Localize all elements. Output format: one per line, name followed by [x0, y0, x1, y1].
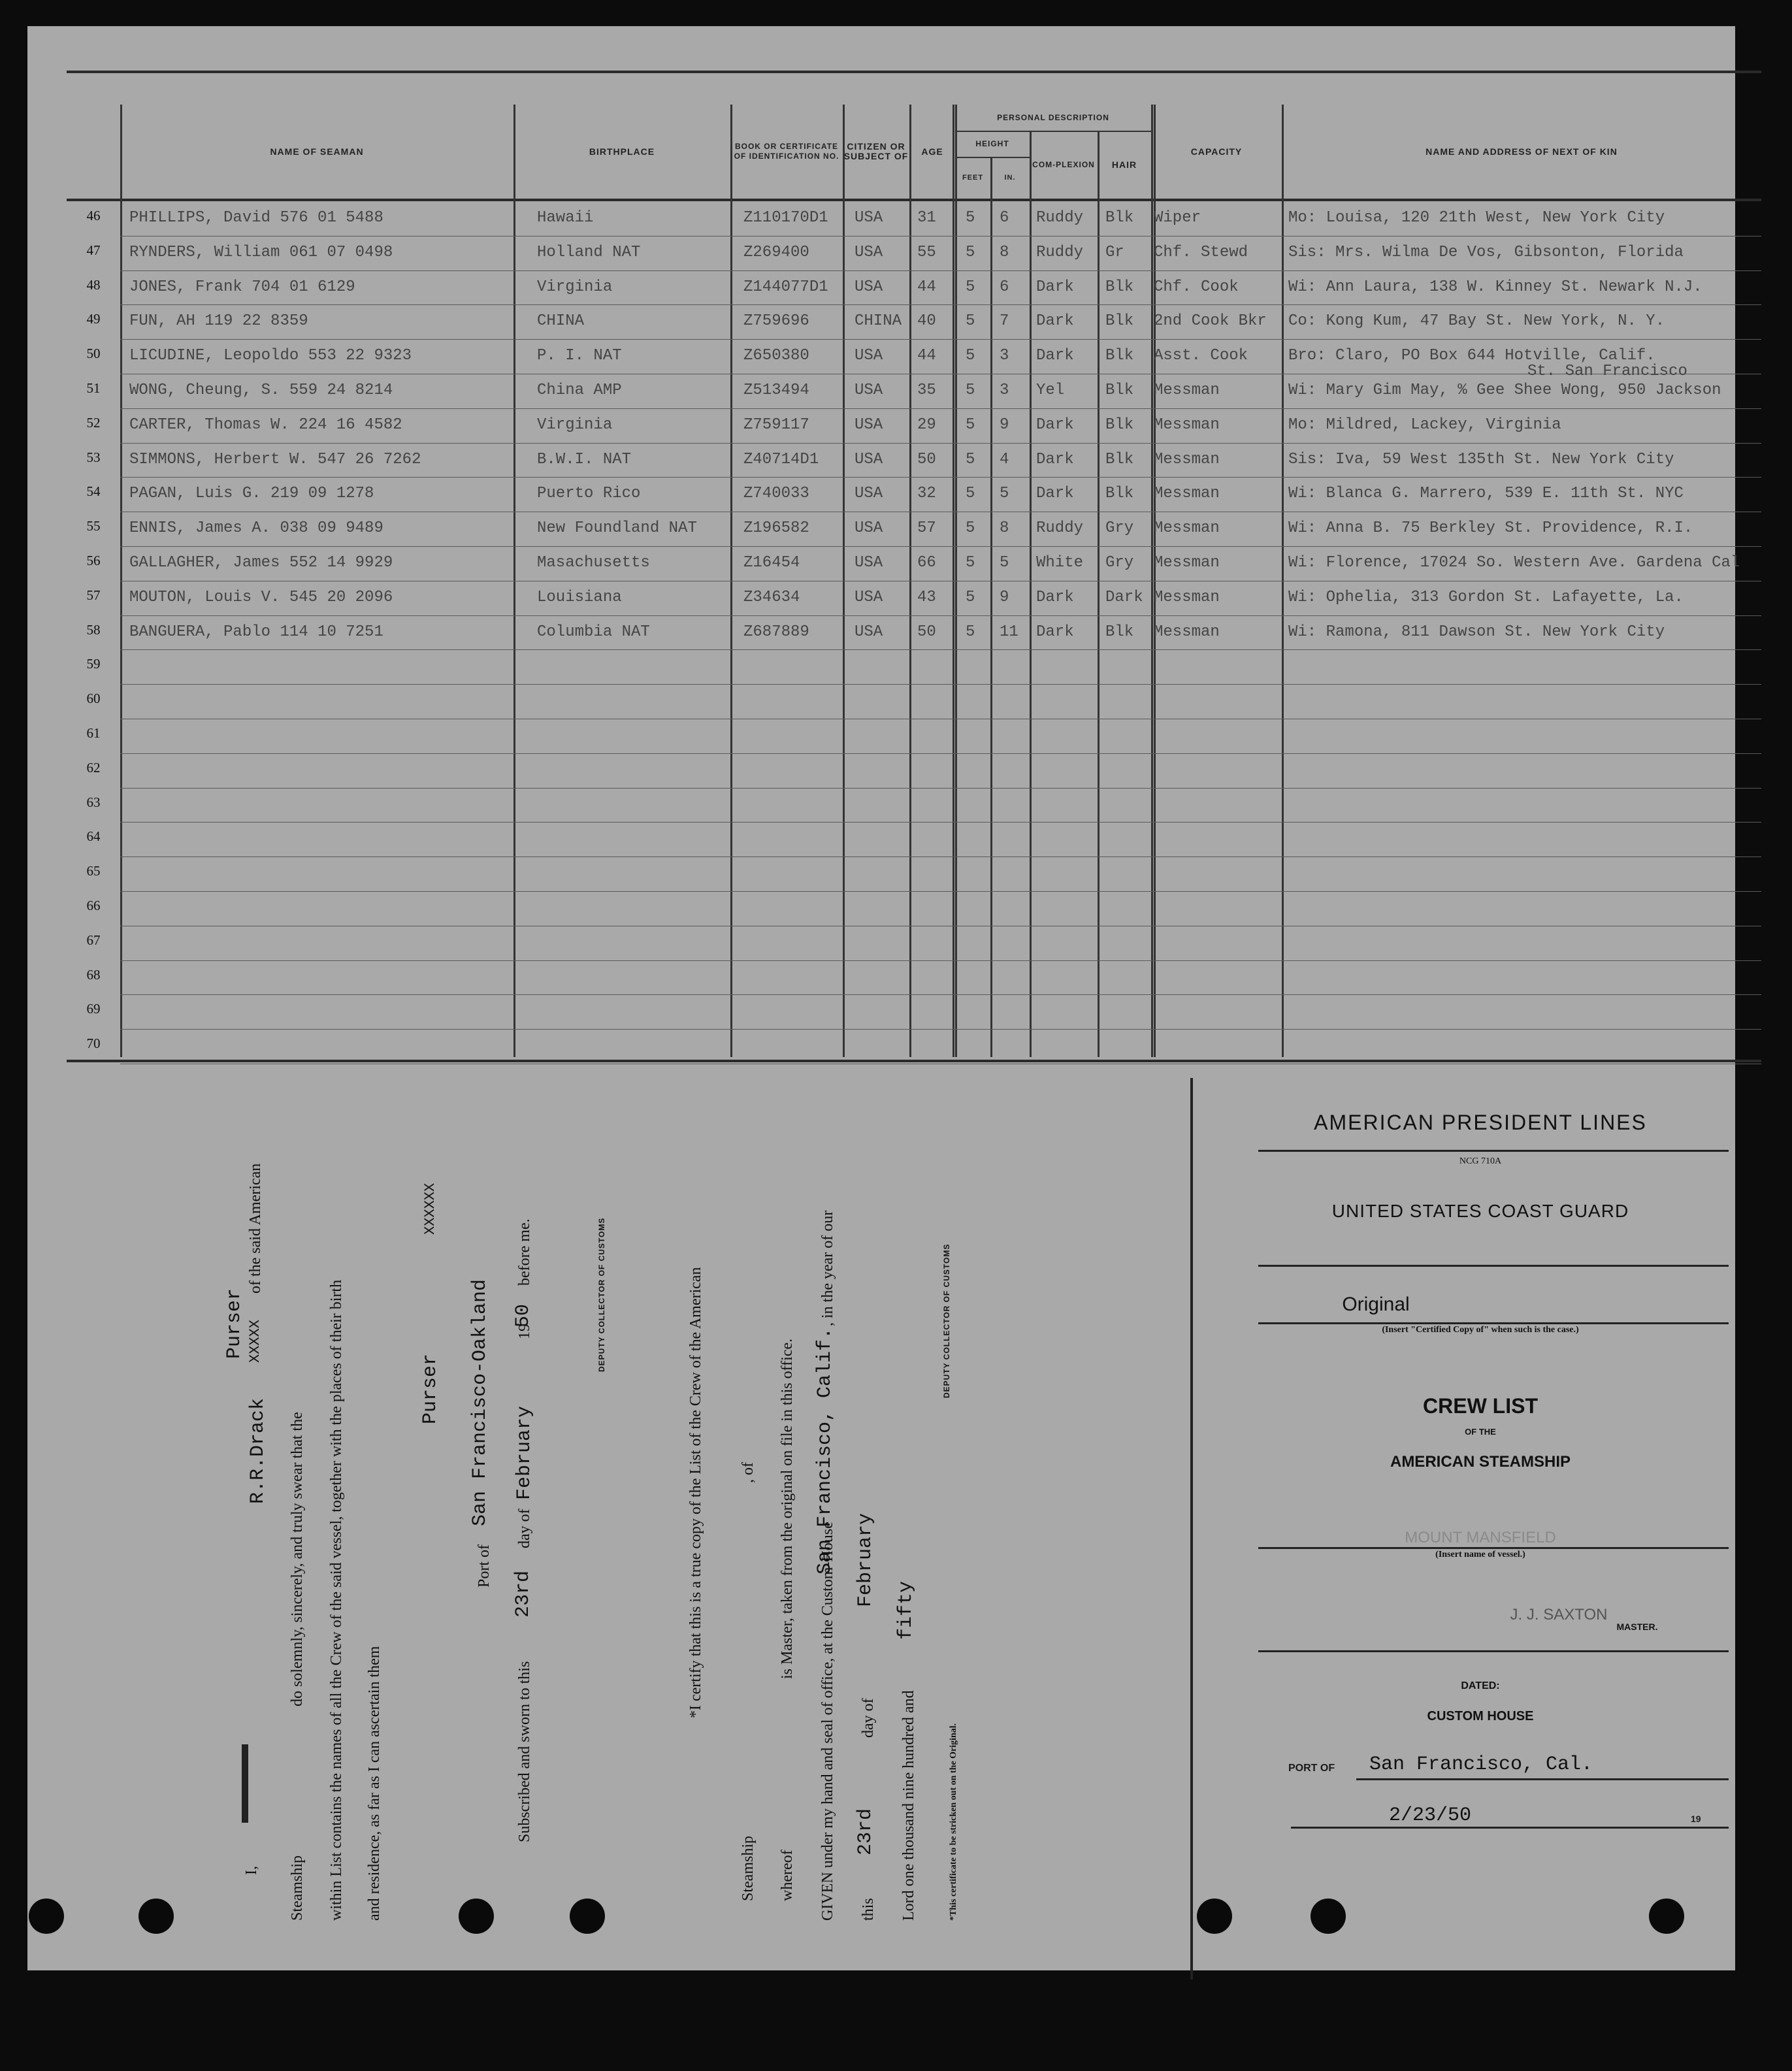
header-book: BOOK OR CERTIFICATE OF IDENTIFICATION NO.: [734, 142, 839, 161]
cert-footnote: *This certificate to be stricken out on the Original.: [949, 1723, 958, 1921]
cert-month: February: [855, 1512, 877, 1607]
oath-signature-struck: XXXXXX: [422, 1182, 438, 1235]
cell-citizen: USA: [855, 382, 883, 399]
row-rule: [120, 788, 1761, 789]
cell-book: Z40714D1: [743, 450, 819, 468]
cert-day: 23rd: [855, 1808, 877, 1855]
cell-age: 50: [917, 450, 936, 468]
cover-vessel-note: (Insert name of vessel.): [1435, 1550, 1525, 1559]
row-number: 53: [86, 449, 101, 465]
row-rule: [120, 684, 1761, 685]
divider: [1258, 1265, 1729, 1267]
divider: [1258, 1547, 1729, 1549]
cell-name: SIMMONS, Herbert W. 547 26 7262: [129, 450, 421, 468]
cover-custom-house: CUSTOM HOUSE: [1427, 1709, 1534, 1723]
crew-table: [67, 71, 1761, 1062]
cell-birthplace: B.W.I. NAT: [537, 450, 632, 468]
oath-title-struck: XXXXX: [247, 1319, 263, 1363]
cert-day-of: day of: [860, 1698, 877, 1738]
cell-citizen: CHINA: [855, 312, 902, 331]
header-capacity: CAPACITY: [1190, 146, 1243, 157]
cell-name: ENNIS, James A. 038 09 9489: [129, 519, 383, 538]
cell-complexion: Dark: [1036, 278, 1074, 296]
cell-inches: 8: [1000, 519, 1009, 538]
row-number: 57: [86, 587, 101, 603]
cover-date: 2/23/50: [1389, 1804, 1472, 1827]
divider: [1291, 1827, 1729, 1829]
row-number: 68: [86, 966, 101, 983]
cover-copy-note: (Insert "Certified Copy of" when such is the case.): [1382, 1325, 1579, 1335]
cell-kin: Sis: Iva, 59 West 135th St. New York City: [1288, 450, 1674, 468]
oath-port: San Francisco-Oakland: [469, 1279, 491, 1526]
cell-complexion: Yel: [1036, 382, 1065, 399]
cell-capacity: Messman: [1154, 382, 1220, 399]
cell-book: Z650380: [743, 347, 809, 365]
cell-feet: 5: [966, 416, 975, 434]
oath-subscribed: Subscribed and sworn to this: [516, 1661, 533, 1842]
cell-hair: Gr: [1105, 243, 1124, 261]
cell-birthplace: China AMP: [537, 382, 622, 399]
cell-kin: Wi: Anna B. 75 Berkley St. Providence, R.I.: [1288, 519, 1693, 538]
cert-of: , of: [740, 1462, 757, 1483]
row-number: 54: [86, 483, 101, 500]
header-in: IN.: [1004, 173, 1016, 182]
table-header: [67, 105, 1761, 201]
cell-age: 40: [917, 312, 936, 331]
cell-citizen: USA: [855, 623, 883, 641]
cell-inches: 6: [1000, 278, 1009, 296]
oath-title: Purser: [223, 1288, 246, 1359]
header-citizen: CITIZEN OR SUBJECT OF: [843, 141, 909, 161]
cell-book: Z16454: [743, 554, 800, 572]
cert-steamship: Steamship: [740, 1836, 757, 1901]
cell-name: GALLAGHER, James 552 14 9929: [129, 554, 393, 572]
cell-kin: Wi: Mary Gim May, % Gee Shee Wong, 950 Jackson: [1288, 382, 1721, 399]
row-number: 63: [86, 794, 101, 810]
row-number: 51: [86, 380, 101, 396]
cell-hair: Blk: [1105, 485, 1134, 503]
row-number: 56: [86, 553, 101, 568]
cell-kin: Mo: Louisa, 120 21th West, New York City: [1288, 209, 1665, 227]
cell-book: Z759117: [743, 416, 809, 434]
cell-complexion: Ruddy: [1036, 209, 1084, 227]
cell-capacity: Chf. Stewd: [1154, 243, 1248, 261]
cell-name: CARTER, Thomas W. 224 16 4582: [129, 416, 402, 434]
cell-age: 44: [917, 347, 936, 365]
cover-copy-type: Original: [1342, 1294, 1410, 1315]
row-number: 49: [86, 311, 101, 327]
oath-before-me: before me.: [516, 1218, 533, 1286]
cell-capacity: Chf. Cook: [1154, 278, 1239, 296]
cover-port: San Francisco, Cal.: [1369, 1753, 1593, 1776]
cell-capacity: Messman: [1154, 416, 1220, 434]
cell-feet: 5: [966, 347, 975, 365]
cert-line1: *I certify that this is a true copy of the List of the Crew of the American: [687, 1267, 704, 1718]
oath-month: February: [513, 1405, 536, 1500]
row-rule: [120, 546, 1761, 547]
cell-feet: 5: [966, 623, 975, 641]
cell-feet: 5: [966, 312, 975, 331]
cell-birthplace: New Foundland NAT: [537, 519, 697, 538]
cell-inches: 9: [1000, 588, 1009, 606]
cell-kin: Bro: Claro, PO Box 644 Hotville, Calif.: [1288, 347, 1655, 365]
cert-this: this: [860, 1898, 877, 1921]
header-complexion: COM-PLEXION: [1032, 159, 1095, 169]
cell-birthplace: Hawaii: [537, 209, 594, 227]
cell-book: Z269400: [743, 243, 809, 261]
cell-complexion: White: [1036, 554, 1084, 572]
cell-citizen: USA: [855, 554, 883, 572]
cell-hair: Blk: [1105, 382, 1134, 399]
header-age: AGE: [921, 146, 943, 157]
cell-name: JONES, Frank 704 01 6129: [129, 278, 355, 296]
row-rule: [120, 822, 1761, 823]
cover-master-label: MASTER.: [1616, 1622, 1658, 1632]
oath-deputy: DEPUTY COLLECTOR OF CUSTOMS: [597, 1217, 606, 1372]
row-number: 64: [86, 828, 101, 845]
divider: [1258, 1650, 1729, 1652]
cell-inches: 5: [1000, 554, 1009, 572]
cert-custom-house: San Francisco, Calif.: [814, 1327, 836, 1574]
cell-citizen: USA: [855, 347, 883, 365]
col-rule: [990, 157, 992, 1057]
cell-inches: 11: [1000, 623, 1018, 641]
oath-line2: within List contains the names of all the Crew of the said vessel, together with the places of their birth: [328, 1279, 345, 1921]
cell-inches: 7: [1000, 312, 1009, 331]
cell-kin: Wi: Ann Laura, 138 W. Kinney St. Newark N.J.: [1288, 278, 1702, 296]
row-rule: [120, 304, 1761, 305]
cover-agency: UNITED STATES COAST GUARD: [1331, 1201, 1629, 1221]
oath-line1: do solemnly, sincerely, and truly swear that the: [289, 1412, 306, 1706]
cell-hair: Blk: [1105, 450, 1134, 468]
cell-birthplace: Columbia NAT: [537, 623, 650, 641]
row-rule: [120, 856, 1761, 857]
row-rule: [120, 1029, 1761, 1030]
row-number: 59: [86, 656, 101, 672]
divider: [1258, 1150, 1729, 1152]
cell-feet: 5: [966, 450, 975, 468]
cell-hair: Blk: [1105, 209, 1134, 227]
punch-hole: [1197, 1899, 1232, 1934]
cell-age: 35: [917, 382, 936, 399]
cell-age: 50: [917, 623, 936, 641]
cell-inches: 8: [1000, 243, 1009, 261]
punch-hole: [1311, 1899, 1346, 1934]
cell-citizen: USA: [855, 588, 883, 606]
cell-book: Z740033: [743, 485, 809, 503]
row-number: 60: [86, 691, 101, 707]
header-hair: HAIR: [1111, 159, 1137, 170]
cell-kin: Sis: Mrs. Wilma De Vos, Gibsonton, Florida: [1288, 243, 1684, 261]
cell-book: Z110170D1: [743, 209, 828, 227]
oath-day-of: day of: [516, 1508, 533, 1548]
cell-age: 44: [917, 278, 936, 296]
cell-capacity: 2nd Cook Bkr: [1154, 312, 1267, 331]
punch-hole: [29, 1899, 64, 1934]
cell-complexion: Dark: [1036, 347, 1074, 365]
oath-line3: and residence, as far as I can ascertain them: [366, 1646, 383, 1921]
cell-citizen: USA: [855, 416, 883, 434]
punch-hole: [1649, 1899, 1684, 1934]
cell-hair: Blk: [1105, 347, 1134, 365]
oath-day: 23rd: [512, 1570, 534, 1618]
cell-capacity: Asst. Cook: [1154, 347, 1248, 365]
cell-complexion: Dark: [1036, 416, 1074, 434]
header-name: NAME OF SEAMAN: [270, 146, 364, 157]
cell-birthplace: Puerto Rico: [537, 485, 641, 503]
cell-kin: Wi: Ramona, 811 Dawson St. New York City: [1288, 623, 1665, 641]
cover-master-name: J. J. SAXTON: [1510, 1606, 1608, 1623]
cell-book: Z196582: [743, 519, 809, 538]
cell-inches: 4: [1000, 450, 1009, 468]
punch-hole: [138, 1899, 174, 1934]
cell-birthplace: Masachusetts: [537, 554, 650, 572]
cell-hair: Blk: [1105, 278, 1134, 296]
cell-complexion: Dark: [1036, 623, 1074, 641]
cell-hair: Blk: [1105, 416, 1134, 434]
cell-capacity: Messman: [1154, 554, 1220, 572]
cell-feet: 5: [966, 554, 975, 572]
cell-inches: 9: [1000, 416, 1009, 434]
row-rule: [120, 339, 1761, 340]
header-personal: PERSONAL DESCRIPTION: [955, 105, 1151, 132]
cell-complexion: Dark: [1036, 588, 1074, 606]
cell-hair: Blk: [1105, 623, 1134, 641]
row-rule: [120, 891, 1761, 892]
cover-subtitle: AMERICAN STEAMSHIP: [1390, 1453, 1571, 1471]
header-height: HEIGHT: [955, 131, 1030, 158]
row-number: 52: [86, 414, 101, 431]
cell-birthplace: Holland NAT: [537, 243, 641, 261]
redaction-mark: [242, 1744, 248, 1823]
row-number: 67: [86, 932, 101, 948]
cell-book: Z34634: [743, 588, 800, 606]
row-number: 47: [86, 242, 101, 258]
cell-hair: Gry: [1105, 554, 1134, 572]
cell-name: RYNDERS, William 061 07 0498: [129, 243, 393, 261]
cover-vessel: MOUNT MANSFIELD: [1405, 1529, 1556, 1546]
cell-inches: 5: [1000, 485, 1009, 503]
row-number: 61: [86, 725, 101, 741]
cell-name: BANGUERA, Pablo 114 10 7251: [129, 623, 383, 641]
cell-kin: Co: Kong Kum, 47 Bay St. New York, N. Y.: [1288, 312, 1665, 331]
cell-citizen: USA: [855, 485, 883, 503]
row-number: 50: [86, 346, 101, 362]
oath-steamship: Steamship: [289, 1855, 306, 1921]
divider: [1356, 1778, 1729, 1780]
row-rule: [120, 443, 1761, 444]
row-rule: [120, 270, 1761, 271]
cell-citizen: USA: [855, 209, 883, 227]
cover-title: CREW LIST: [1423, 1394, 1538, 1418]
cell-hair: Dark: [1105, 588, 1143, 606]
cell-name: PAGAN, Luis G. 219 09 1278: [129, 485, 374, 503]
cell-kin-continuation: St. San Francisco: [1527, 363, 1687, 381]
cover-year-prefix: 19: [1691, 1814, 1701, 1824]
row-rule: [120, 960, 1761, 961]
cert-given: GIVEN under my hand and seal of office, at the Custom-House: [819, 1522, 836, 1921]
cover-port-label: PORT OF: [1288, 1763, 1335, 1774]
cell-book: Z513494: [743, 382, 809, 399]
cell-book: Z687889: [743, 623, 809, 641]
cell-kin: Wi: Blanca G. Marrero, 539 E. 11th St. NYC: [1288, 485, 1684, 503]
cert-year-words: fifty: [895, 1580, 917, 1640]
oath-port-label: Port of: [476, 1544, 493, 1588]
cell-age: 55: [917, 243, 936, 261]
row-rule: [120, 753, 1761, 754]
cell-name: LICUDINE, Leopoldo 553 22 9323: [129, 347, 412, 365]
cover-of-the: OF THE: [1465, 1427, 1496, 1437]
cover-form: NCG 710A: [1459, 1156, 1502, 1166]
cell-age: 32: [917, 485, 936, 503]
cell-birthplace: CHINA: [537, 312, 585, 331]
oath-signature-title: Purser: [419, 1353, 442, 1424]
oath-year-prefix: 19: [516, 1324, 533, 1339]
cell-citizen: USA: [855, 519, 883, 538]
cover-company: AMERICAN PRESIDENT LINES: [1314, 1111, 1647, 1134]
cell-age: 43: [917, 588, 936, 606]
divider: [1258, 1322, 1729, 1324]
oath-i: I,: [243, 1866, 260, 1875]
cell-birthplace: Louisiana: [537, 588, 622, 606]
cell-feet: 5: [966, 519, 975, 538]
cell-capacity: Messman: [1154, 588, 1220, 606]
cell-complexion: Dark: [1036, 450, 1074, 468]
oath-name: R.R.Drack: [247, 1397, 269, 1504]
cert-lord: Lord one thousand nine hundred and: [900, 1690, 917, 1921]
row-number: 55: [86, 518, 101, 534]
cert-whereof: whereof: [779, 1850, 796, 1901]
header-kin: NAME AND ADDRESS OF NEXT OF KIN: [1425, 146, 1618, 157]
header-birthplace: BIRTHPLACE: [589, 146, 655, 157]
cell-feet: 5: [966, 382, 975, 399]
cell-inches: 6: [1000, 209, 1009, 227]
row-number: 65: [86, 863, 101, 879]
cell-kin: Mo: Mildred, Lackey, Virginia: [1288, 416, 1561, 434]
cell-age: 31: [917, 209, 936, 227]
cell-feet: 5: [966, 485, 975, 503]
cell-kin: Wi: Ophelia, 313 Gordon St. Lafayette, La.: [1288, 588, 1684, 606]
cell-complexion: Ruddy: [1036, 519, 1084, 538]
cell-capacity: Messman: [1154, 623, 1220, 641]
cell-age: 66: [917, 554, 936, 572]
cell-inches: 3: [1000, 347, 1009, 365]
cell-complexion: Dark: [1036, 312, 1074, 331]
punch-hole: [459, 1899, 494, 1934]
cell-hair: Gry: [1105, 519, 1134, 538]
row-number: 46: [86, 208, 101, 223]
cell-age: 57: [917, 519, 936, 538]
cell-capacity: Messman: [1154, 519, 1220, 538]
cell-name: MOUTON, Louis V. 545 20 2096: [129, 588, 393, 606]
cell-birthplace: Virginia: [537, 416, 613, 434]
punch-hole: [570, 1899, 605, 1934]
cover-panel: [1190, 1078, 1768, 1980]
cell-name: WONG, Cheung, S. 559 24 8214: [129, 382, 393, 399]
cell-capacity: Messman: [1154, 450, 1220, 468]
cell-feet: 5: [966, 209, 975, 227]
cell-book: Z144077D1: [743, 278, 828, 296]
cell-feet: 5: [966, 278, 975, 296]
header-feet: FEET: [962, 173, 984, 182]
cell-feet: 5: [966, 243, 975, 261]
row-number: 62: [86, 759, 101, 775]
cell-birthplace: P. I. NAT: [537, 347, 622, 365]
row-number: 48: [86, 276, 101, 293]
cert-year-of-our: , in the year of our: [819, 1210, 836, 1326]
cert-is-master: is Master, taken from the original on file in this office.: [779, 1338, 796, 1679]
row-number: 70: [86, 1036, 101, 1052]
cell-citizen: USA: [855, 278, 883, 296]
oath-year: 50: [512, 1303, 534, 1328]
crew-list-sheet: [27, 26, 1740, 1970]
row-number: 66: [86, 898, 101, 913]
row-rule: [120, 408, 1761, 409]
cell-complexion: Dark: [1036, 485, 1074, 503]
cell-name: PHILLIPS, David 576 01 5488: [129, 209, 383, 227]
row-rule: [120, 615, 1761, 616]
row-rule: [120, 477, 1761, 478]
row-rule: [120, 994, 1761, 995]
cell-inches: 3: [1000, 382, 1009, 399]
row-number: 69: [86, 1001, 101, 1017]
cell-name: FUN, AH 119 22 8359: [129, 312, 308, 331]
cell-kin: Wi: Florence, 17024 So. Western Ave. Gardena Cal: [1288, 554, 1740, 572]
cover-dated: DATED:: [1461, 1680, 1500, 1691]
row-number: 58: [86, 621, 101, 638]
cert-deputy: DEPUTY COLLECTOR OF CUSTOMS: [942, 1243, 951, 1398]
cell-age: 29: [917, 416, 936, 434]
row-rule: [120, 649, 1761, 650]
cell-book: Z759696: [743, 312, 809, 331]
cell-hair: Blk: [1105, 312, 1134, 331]
oath-tail: of the said American: [247, 1163, 264, 1294]
cell-complexion: Ruddy: [1036, 243, 1084, 261]
cell-citizen: USA: [855, 450, 883, 468]
cell-birthplace: Virginia: [537, 278, 613, 296]
cell-citizen: USA: [855, 243, 883, 261]
cell-capacity: Messman: [1154, 485, 1220, 503]
cell-feet: 5: [966, 588, 975, 606]
cell-capacity: Wiper: [1154, 209, 1201, 227]
